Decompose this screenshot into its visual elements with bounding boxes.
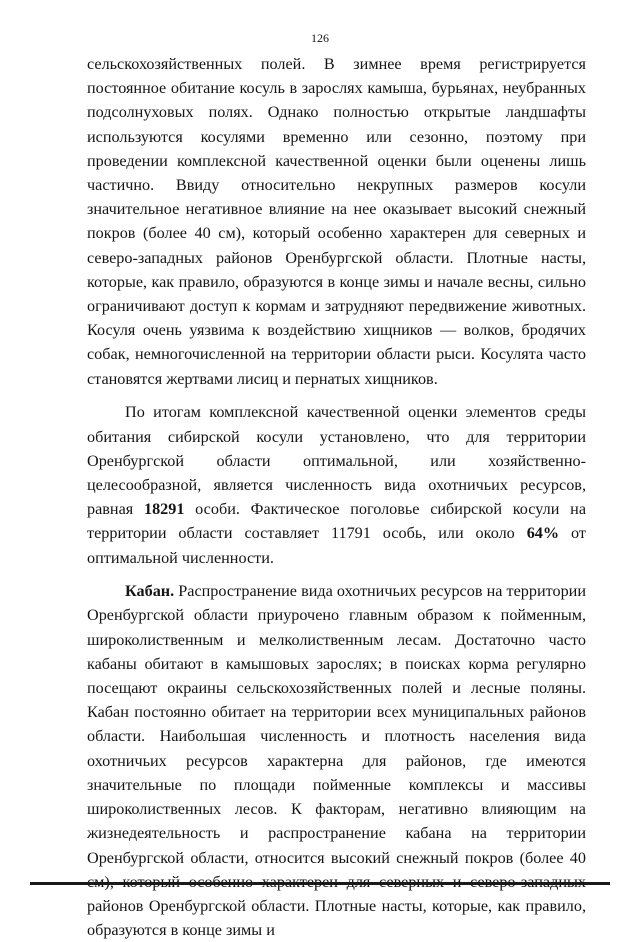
optimal-count-value: 18291 [143, 500, 185, 519]
assessment-text-start: По итогам комплексной качественной оценки элементов среды обитания сибирской косули установлено, что для территории Оренбургской области оптимальной, или хозяйственно-целесообразной, является численность вида охотничьих ресурсов, равная [87, 403, 586, 519]
paragraph-roe-deer-habitat: сельскохозяйственных полей. В зимнее время регистрируется постоянное обитание косуль в зарослях камыша, бурьянах, неубранных подсолнуховых полях. Однако полностью открытые ландшафты используются косулями временно или сезонно, поэтому при проведении комплексной качественной оценки были оценены лишь частично. Ввиду относительно некрупных размеров косули значительное негативное влияние на нее оказывает высокий снежный покров (более 40 см), который особенно характерен для северных и северо-западных районов Оренбургской области. Плотные насты, которые, как правило, образуются в конце зимы и начале весны, сильно ограничивают доступ к кормам и затрудняют передвижение животных. Косуля очень уязвима к воздействию хищников — волков, бродячих собак, немногочисленной на территории области рыси. Косулята часто становятся жертвами лисиц и пернатых хищников. [87, 55, 586, 388]
paragraph-wild-boar [87, 579, 586, 942]
wild-boar-text: Распространение вида охотничьих ресурсов на территории Оренбургской области приурочено главным образом к пойменным, широколиственным и мелколиственным лесам. Достаточно часто кабаны обитают в камышовых зарослях; в поисках корма регулярно посещают окраины сельскохозяйственных полей и лесные поляны. Кабан постоянно обитает на территории всех муниципальных районов области. Наибольшая численность и плотность населения вида охотничьих ресурсов характерна для районов, где имеются значительные по площади пойменные комплексы и массивы широколиственных лесов. К факторам, негативно влияющим на жизнедеятельность и распространение кабана на территории Оренбургской области, относится высокий снежный покров (более 40 см), который особенно характерен для северных и северо-западных районов Оренбургской области. Плотные насты, которые, как правило, образуются в конце зимы и [87, 582, 586, 940]
assessment-text-middle: особи. Фактическое поголовье сибирской косули на территории области составляет 11791 особь, или около [87, 500, 586, 543]
footer-divider [30, 882, 610, 885]
section-heading-wild-boar: Кабан. [125, 582, 175, 601]
paragraph-roe-deer-assessment [87, 400, 586, 569]
percent-value: 64% [526, 524, 560, 543]
assessment-text-end: от оптимальной численности. [87, 524, 586, 567]
page-number: 126 [311, 31, 329, 45]
document-body [87, 52, 586, 942]
